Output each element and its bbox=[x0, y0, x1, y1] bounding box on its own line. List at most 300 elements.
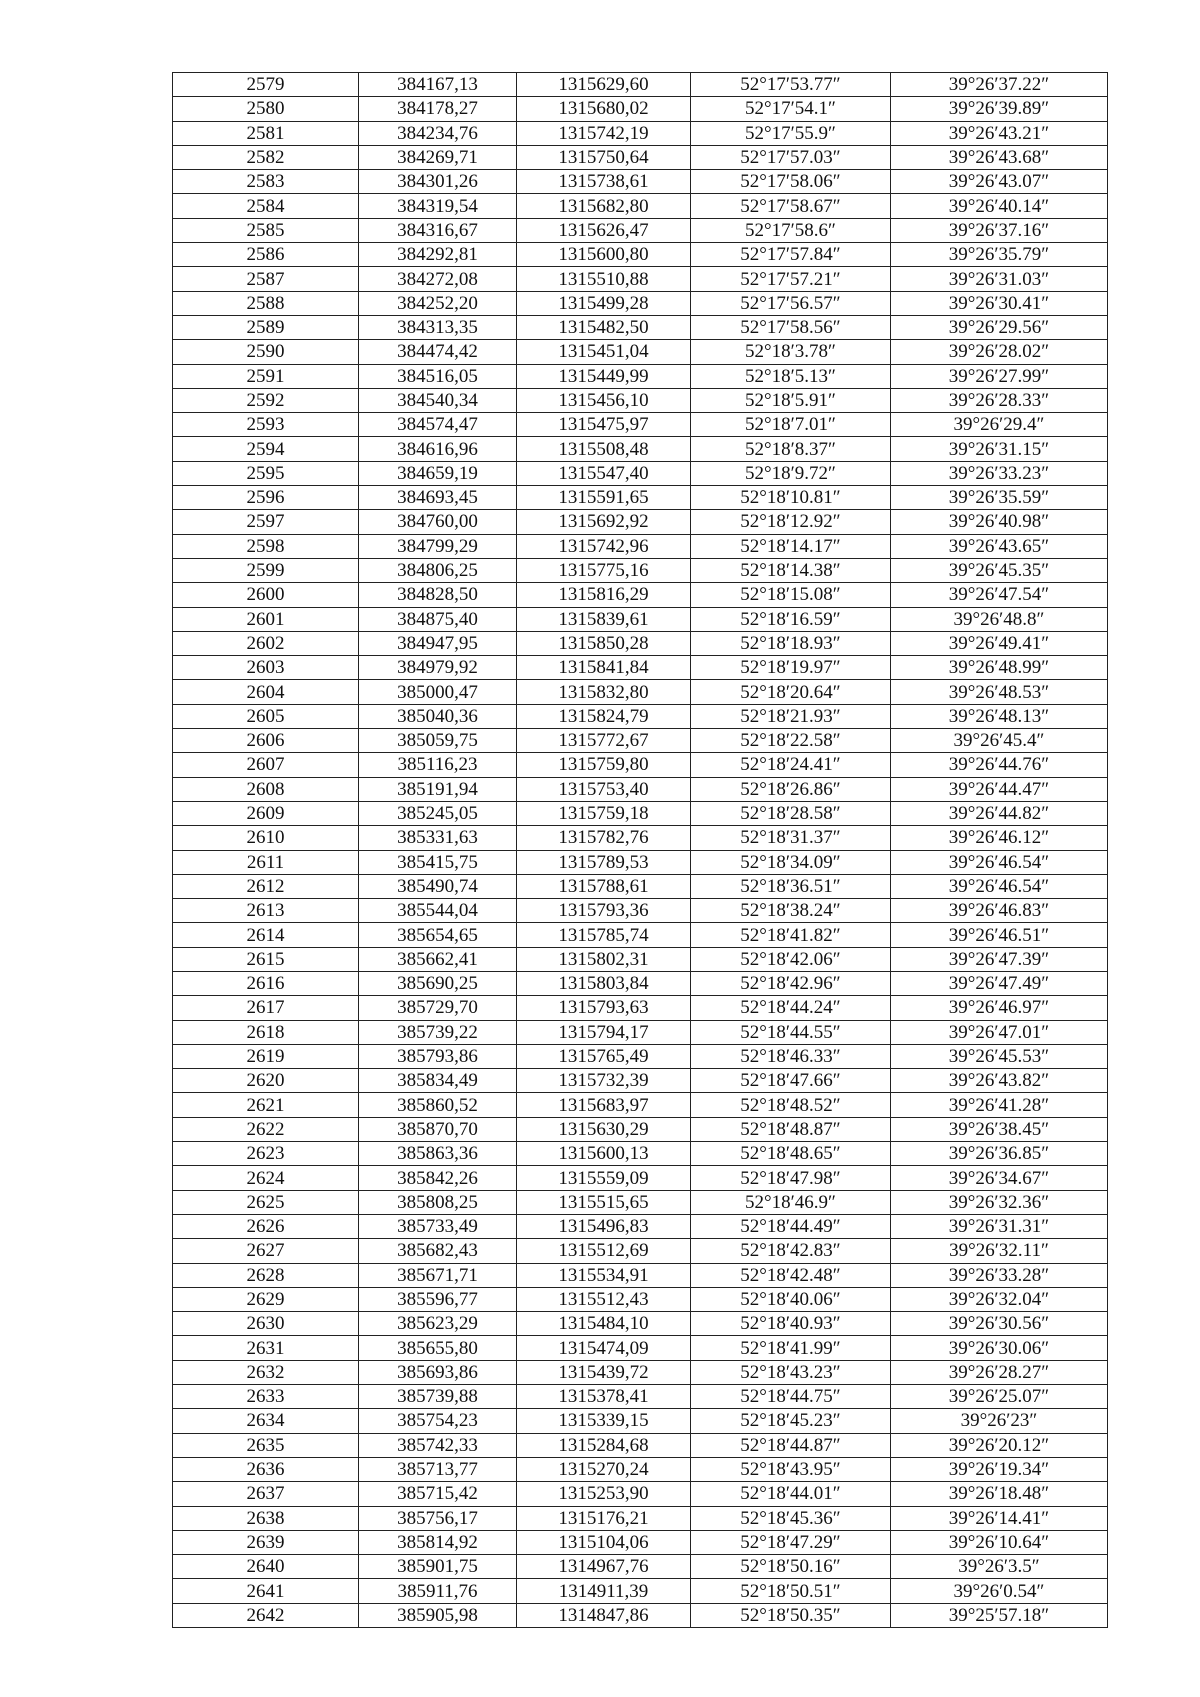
x-coordinate-cell: 385739,22 bbox=[359, 1020, 517, 1044]
point-number-cell: 2619 bbox=[173, 1044, 359, 1068]
x-coordinate-cell: 384540,34 bbox=[359, 388, 517, 412]
y-coordinate-cell: 1315841,84 bbox=[517, 656, 691, 680]
point-number-cell: 2624 bbox=[173, 1166, 359, 1190]
longitude-cell: 39°26′27.99″ bbox=[891, 364, 1108, 388]
longitude-cell: 39°26′36.85″ bbox=[891, 1142, 1108, 1166]
x-coordinate-cell: 384178,27 bbox=[359, 97, 517, 121]
x-coordinate-cell: 384516,05 bbox=[359, 364, 517, 388]
point-number-cell: 2622 bbox=[173, 1117, 359, 1141]
longitude-cell: 39°26′41.28″ bbox=[891, 1093, 1108, 1117]
table-row bbox=[173, 607, 1108, 631]
longitude-cell: 39°26′45.4″ bbox=[891, 729, 1108, 753]
x-coordinate-cell: 384272,08 bbox=[359, 267, 517, 291]
y-coordinate-cell: 1315270,24 bbox=[517, 1457, 691, 1481]
point-number-cell: 2620 bbox=[173, 1069, 359, 1093]
y-coordinate-cell: 1315456,10 bbox=[517, 388, 691, 412]
longitude-cell: 39°26′18.48″ bbox=[891, 1482, 1108, 1506]
table-row bbox=[173, 1603, 1108, 1627]
longitude-cell: 39°26′47.39″ bbox=[891, 947, 1108, 971]
y-coordinate-cell: 1315512,69 bbox=[517, 1239, 691, 1263]
point-number-cell: 2594 bbox=[173, 437, 359, 461]
longitude-cell: 39°26′32.11″ bbox=[891, 1239, 1108, 1263]
latitude-cell: 52°17′53.77″ bbox=[691, 73, 891, 97]
x-coordinate-cell: 385733,49 bbox=[359, 1214, 517, 1238]
y-coordinate-cell: 1315104,06 bbox=[517, 1530, 691, 1554]
y-coordinate-cell: 1315802,31 bbox=[517, 947, 691, 971]
latitude-cell: 52°18′24.41″ bbox=[691, 753, 891, 777]
point-number-cell: 2579 bbox=[173, 73, 359, 97]
latitude-cell: 52°18′18.93″ bbox=[691, 631, 891, 655]
latitude-cell: 52°18′7.01″ bbox=[691, 413, 891, 437]
x-coordinate-cell: 385544,04 bbox=[359, 899, 517, 923]
table-row bbox=[173, 874, 1108, 898]
table-row bbox=[173, 1482, 1108, 1506]
x-coordinate-cell: 385000,47 bbox=[359, 680, 517, 704]
x-coordinate-cell: 385191,94 bbox=[359, 777, 517, 801]
y-coordinate-cell: 1315782,76 bbox=[517, 826, 691, 850]
x-coordinate-cell: 384799,29 bbox=[359, 534, 517, 558]
longitude-cell: 39°26′28.27″ bbox=[891, 1360, 1108, 1384]
point-number-cell: 2612 bbox=[173, 874, 359, 898]
latitude-cell: 52°18′50.35″ bbox=[691, 1603, 891, 1627]
table-row bbox=[173, 1409, 1108, 1433]
table-row bbox=[173, 510, 1108, 534]
y-coordinate-cell: 1315451,04 bbox=[517, 340, 691, 364]
x-coordinate-cell: 384574,47 bbox=[359, 413, 517, 437]
y-coordinate-cell: 1315738,61 bbox=[517, 170, 691, 194]
longitude-cell: 39°26′32.04″ bbox=[891, 1287, 1108, 1311]
x-coordinate-cell: 385814,92 bbox=[359, 1530, 517, 1554]
table-row bbox=[173, 1117, 1108, 1141]
y-coordinate-cell: 1315600,13 bbox=[517, 1142, 691, 1166]
table-row bbox=[173, 388, 1108, 412]
latitude-cell: 52°18′47.29″ bbox=[691, 1530, 891, 1554]
table-row bbox=[173, 1287, 1108, 1311]
y-coordinate-cell: 1315515,65 bbox=[517, 1190, 691, 1214]
table-row bbox=[173, 1457, 1108, 1481]
table-row bbox=[173, 1166, 1108, 1190]
longitude-cell: 39°26′49.41″ bbox=[891, 631, 1108, 655]
y-coordinate-cell: 1315832,80 bbox=[517, 680, 691, 704]
table-row bbox=[173, 899, 1108, 923]
point-number-cell: 2630 bbox=[173, 1312, 359, 1336]
table-row bbox=[173, 1069, 1108, 1093]
point-number-cell: 2614 bbox=[173, 923, 359, 947]
longitude-cell: 39°26′39.89″ bbox=[891, 97, 1108, 121]
longitude-cell: 39°26′48.53″ bbox=[891, 680, 1108, 704]
point-number-cell: 2606 bbox=[173, 729, 359, 753]
longitude-cell: 39°26′45.35″ bbox=[891, 558, 1108, 582]
latitude-cell: 52°17′58.06″ bbox=[691, 170, 891, 194]
longitude-cell: 39°26′43.07″ bbox=[891, 170, 1108, 194]
longitude-cell: 39°26′28.02″ bbox=[891, 340, 1108, 364]
latitude-cell: 52°18′3.78″ bbox=[691, 340, 891, 364]
latitude-cell: 52°18′5.91″ bbox=[691, 388, 891, 412]
y-coordinate-cell: 1315788,61 bbox=[517, 874, 691, 898]
longitude-cell: 39°26′29.4″ bbox=[891, 413, 1108, 437]
y-coordinate-cell: 1315600,80 bbox=[517, 243, 691, 267]
point-number-cell: 2635 bbox=[173, 1433, 359, 1457]
longitude-cell: 39°26′23″ bbox=[891, 1409, 1108, 1433]
longitude-cell: 39°26′48.8″ bbox=[891, 607, 1108, 631]
table-row bbox=[173, 631, 1108, 655]
y-coordinate-cell: 1315753,40 bbox=[517, 777, 691, 801]
y-coordinate-cell: 1315793,63 bbox=[517, 996, 691, 1020]
x-coordinate-cell: 385870,70 bbox=[359, 1117, 517, 1141]
point-number-cell: 2605 bbox=[173, 704, 359, 728]
point-number-cell: 2590 bbox=[173, 340, 359, 364]
latitude-cell: 52°18′50.16″ bbox=[691, 1555, 891, 1579]
longitude-cell: 39°26′32.36″ bbox=[891, 1190, 1108, 1214]
latitude-cell: 52°17′58.6″ bbox=[691, 218, 891, 242]
x-coordinate-cell: 385690,25 bbox=[359, 971, 517, 995]
point-number-cell: 2632 bbox=[173, 1360, 359, 1384]
latitude-cell: 52°17′57.03″ bbox=[691, 145, 891, 169]
latitude-cell: 52°18′14.17″ bbox=[691, 534, 891, 558]
table-row bbox=[173, 1190, 1108, 1214]
longitude-cell: 39°26′46.51″ bbox=[891, 923, 1108, 947]
table-row bbox=[173, 534, 1108, 558]
point-number-cell: 2627 bbox=[173, 1239, 359, 1263]
x-coordinate-cell: 384693,45 bbox=[359, 486, 517, 510]
longitude-cell: 39°26′31.15″ bbox=[891, 437, 1108, 461]
point-number-cell: 2621 bbox=[173, 1093, 359, 1117]
point-number-cell: 2604 bbox=[173, 680, 359, 704]
point-number-cell: 2580 bbox=[173, 97, 359, 121]
latitude-cell: 52°18′42.96″ bbox=[691, 971, 891, 995]
table-row bbox=[173, 1360, 1108, 1384]
x-coordinate-cell: 384252,20 bbox=[359, 291, 517, 315]
y-coordinate-cell: 1315626,47 bbox=[517, 218, 691, 242]
x-coordinate-cell: 385739,88 bbox=[359, 1385, 517, 1409]
latitude-cell: 52°18′42.83″ bbox=[691, 1239, 891, 1263]
longitude-cell: 39°26′31.03″ bbox=[891, 267, 1108, 291]
point-number-cell: 2631 bbox=[173, 1336, 359, 1360]
x-coordinate-cell: 385116,23 bbox=[359, 753, 517, 777]
latitude-cell: 52°18′16.59″ bbox=[691, 607, 891, 631]
longitude-cell: 39°25′57.18″ bbox=[891, 1603, 1108, 1627]
y-coordinate-cell: 1315534,91 bbox=[517, 1263, 691, 1287]
table-row bbox=[173, 558, 1108, 582]
y-coordinate-cell: 1315816,29 bbox=[517, 583, 691, 607]
point-number-cell: 2595 bbox=[173, 461, 359, 485]
y-coordinate-cell: 1315775,16 bbox=[517, 558, 691, 582]
y-coordinate-cell: 1315793,36 bbox=[517, 899, 691, 923]
table-row bbox=[173, 170, 1108, 194]
y-coordinate-cell: 1315742,19 bbox=[517, 121, 691, 145]
latitude-cell: 52°18′46.9″ bbox=[691, 1190, 891, 1214]
latitude-cell: 52°18′46.33″ bbox=[691, 1044, 891, 1068]
latitude-cell: 52°18′10.81″ bbox=[691, 486, 891, 510]
x-coordinate-cell: 384947,95 bbox=[359, 631, 517, 655]
y-coordinate-cell: 1315284,68 bbox=[517, 1433, 691, 1457]
point-number-cell: 2611 bbox=[173, 850, 359, 874]
longitude-cell: 39°26′37.16″ bbox=[891, 218, 1108, 242]
x-coordinate-cell: 385860,52 bbox=[359, 1093, 517, 1117]
y-coordinate-cell: 1315253,90 bbox=[517, 1482, 691, 1506]
point-number-cell: 2634 bbox=[173, 1409, 359, 1433]
y-coordinate-cell: 1315630,29 bbox=[517, 1117, 691, 1141]
table-row bbox=[173, 801, 1108, 825]
x-coordinate-cell: 385793,86 bbox=[359, 1044, 517, 1068]
point-number-cell: 2636 bbox=[173, 1457, 359, 1481]
y-coordinate-cell: 1314967,76 bbox=[517, 1555, 691, 1579]
y-coordinate-cell: 1315742,96 bbox=[517, 534, 691, 558]
y-coordinate-cell: 1315499,28 bbox=[517, 291, 691, 315]
longitude-cell: 39°26′43.82″ bbox=[891, 1069, 1108, 1093]
point-number-cell: 2610 bbox=[173, 826, 359, 850]
table-row bbox=[173, 1214, 1108, 1238]
latitude-cell: 52°18′14.38″ bbox=[691, 558, 891, 582]
y-coordinate-cell: 1315759,18 bbox=[517, 801, 691, 825]
table-row bbox=[173, 194, 1108, 218]
longitude-cell: 39°26′44.47″ bbox=[891, 777, 1108, 801]
table-row bbox=[173, 1239, 1108, 1263]
y-coordinate-cell: 1315839,61 bbox=[517, 607, 691, 631]
table-row bbox=[173, 680, 1108, 704]
longitude-cell: 39°26′33.23″ bbox=[891, 461, 1108, 485]
y-coordinate-cell: 1315475,97 bbox=[517, 413, 691, 437]
longitude-cell: 39°26′48.99″ bbox=[891, 656, 1108, 680]
y-coordinate-cell: 1315439,72 bbox=[517, 1360, 691, 1384]
y-coordinate-cell: 1315474,09 bbox=[517, 1336, 691, 1360]
point-number-cell: 2600 bbox=[173, 583, 359, 607]
x-coordinate-cell: 385662,41 bbox=[359, 947, 517, 971]
table-row bbox=[173, 947, 1108, 971]
latitude-cell: 52°18′44.55″ bbox=[691, 1020, 891, 1044]
x-coordinate-cell: 385808,25 bbox=[359, 1190, 517, 1214]
y-coordinate-cell: 1315850,28 bbox=[517, 631, 691, 655]
table-row bbox=[173, 1312, 1108, 1336]
latitude-cell: 52°18′45.36″ bbox=[691, 1506, 891, 1530]
point-number-cell: 2637 bbox=[173, 1482, 359, 1506]
point-number-cell: 2618 bbox=[173, 1020, 359, 1044]
latitude-cell: 52°18′43.23″ bbox=[691, 1360, 891, 1384]
x-coordinate-cell: 385671,71 bbox=[359, 1263, 517, 1287]
table-row bbox=[173, 97, 1108, 121]
latitude-cell: 52°18′31.37″ bbox=[691, 826, 891, 850]
latitude-cell: 52°17′57.84″ bbox=[691, 243, 891, 267]
latitude-cell: 52°18′19.97″ bbox=[691, 656, 891, 680]
longitude-cell: 39°26′30.56″ bbox=[891, 1312, 1108, 1336]
latitude-cell: 52°18′40.93″ bbox=[691, 1312, 891, 1336]
latitude-cell: 52°18′41.99″ bbox=[691, 1336, 891, 1360]
point-number-cell: 2581 bbox=[173, 121, 359, 145]
latitude-cell: 52°18′44.24″ bbox=[691, 996, 891, 1020]
longitude-cell: 39°26′43.68″ bbox=[891, 145, 1108, 169]
point-number-cell: 2597 bbox=[173, 510, 359, 534]
latitude-cell: 52°18′48.65″ bbox=[691, 1142, 891, 1166]
x-coordinate-cell: 384659,19 bbox=[359, 461, 517, 485]
point-number-cell: 2640 bbox=[173, 1555, 359, 1579]
table-row bbox=[173, 1579, 1108, 1603]
table-row bbox=[173, 923, 1108, 947]
table-row bbox=[173, 315, 1108, 339]
point-number-cell: 2592 bbox=[173, 388, 359, 412]
table-row bbox=[173, 704, 1108, 728]
y-coordinate-cell: 1315680,02 bbox=[517, 97, 691, 121]
x-coordinate-cell: 384167,13 bbox=[359, 73, 517, 97]
point-number-cell: 2602 bbox=[173, 631, 359, 655]
point-number-cell: 2589 bbox=[173, 315, 359, 339]
longitude-cell: 39°26′29.56″ bbox=[891, 315, 1108, 339]
point-number-cell: 2591 bbox=[173, 364, 359, 388]
point-number-cell: 2596 bbox=[173, 486, 359, 510]
y-coordinate-cell: 1315339,15 bbox=[517, 1409, 691, 1433]
longitude-cell: 39°26′40.98″ bbox=[891, 510, 1108, 534]
table-row bbox=[173, 971, 1108, 995]
table-row bbox=[173, 291, 1108, 315]
x-coordinate-cell: 384760,00 bbox=[359, 510, 517, 534]
table-row bbox=[173, 1263, 1108, 1287]
y-coordinate-cell: 1315772,67 bbox=[517, 729, 691, 753]
longitude-cell: 39°26′37.22″ bbox=[891, 73, 1108, 97]
x-coordinate-cell: 385623,29 bbox=[359, 1312, 517, 1336]
y-coordinate-cell: 1315484,10 bbox=[517, 1312, 691, 1336]
y-coordinate-cell: 1315482,50 bbox=[517, 315, 691, 339]
latitude-cell: 52°18′44.87″ bbox=[691, 1433, 891, 1457]
table-row bbox=[173, 461, 1108, 485]
point-number-cell: 2638 bbox=[173, 1506, 359, 1530]
longitude-cell: 39°26′0.54″ bbox=[891, 1579, 1108, 1603]
x-coordinate-cell: 384301,26 bbox=[359, 170, 517, 194]
table-row bbox=[173, 1093, 1108, 1117]
longitude-cell: 39°26′44.82″ bbox=[891, 801, 1108, 825]
point-number-cell: 2641 bbox=[173, 1579, 359, 1603]
latitude-cell: 52°18′44.49″ bbox=[691, 1214, 891, 1238]
x-coordinate-cell: 384474,42 bbox=[359, 340, 517, 364]
longitude-cell: 39°26′47.54″ bbox=[891, 583, 1108, 607]
longitude-cell: 39°26′35.59″ bbox=[891, 486, 1108, 510]
latitude-cell: 52°17′57.21″ bbox=[691, 267, 891, 291]
point-number-cell: 2586 bbox=[173, 243, 359, 267]
y-coordinate-cell: 1314847,86 bbox=[517, 1603, 691, 1627]
latitude-cell: 52°18′5.13″ bbox=[691, 364, 891, 388]
longitude-cell: 39°26′45.53″ bbox=[891, 1044, 1108, 1068]
point-number-cell: 2588 bbox=[173, 291, 359, 315]
latitude-cell: 52°18′47.98″ bbox=[691, 1166, 891, 1190]
point-number-cell: 2626 bbox=[173, 1214, 359, 1238]
x-coordinate-cell: 384234,76 bbox=[359, 121, 517, 145]
longitude-cell: 39°26′46.83″ bbox=[891, 899, 1108, 923]
latitude-cell: 52°18′40.06″ bbox=[691, 1287, 891, 1311]
latitude-cell: 52°18′36.51″ bbox=[691, 874, 891, 898]
table-row bbox=[173, 729, 1108, 753]
table-row bbox=[173, 267, 1108, 291]
point-number-cell: 2584 bbox=[173, 194, 359, 218]
longitude-cell: 39°26′47.49″ bbox=[891, 971, 1108, 995]
latitude-cell: 52°18′50.51″ bbox=[691, 1579, 891, 1603]
point-number-cell: 2598 bbox=[173, 534, 359, 558]
table-row bbox=[173, 243, 1108, 267]
latitude-cell: 52°18′48.52″ bbox=[691, 1093, 891, 1117]
x-coordinate-cell: 384806,25 bbox=[359, 558, 517, 582]
longitude-cell: 39°26′14.41″ bbox=[891, 1506, 1108, 1530]
point-number-cell: 2608 bbox=[173, 777, 359, 801]
x-coordinate-cell: 384269,71 bbox=[359, 145, 517, 169]
table-row bbox=[173, 583, 1108, 607]
longitude-cell: 39°26′47.01″ bbox=[891, 1020, 1108, 1044]
latitude-cell: 52°18′44.75″ bbox=[691, 1385, 891, 1409]
latitude-cell: 52°18′22.58″ bbox=[691, 729, 891, 753]
x-coordinate-cell: 385742,33 bbox=[359, 1433, 517, 1457]
y-coordinate-cell: 1315176,21 bbox=[517, 1506, 691, 1530]
point-number-cell: 2633 bbox=[173, 1385, 359, 1409]
longitude-cell: 39°26′30.41″ bbox=[891, 291, 1108, 315]
table-row bbox=[173, 777, 1108, 801]
latitude-cell: 52°17′58.67″ bbox=[691, 194, 891, 218]
latitude-cell: 52°18′48.87″ bbox=[691, 1117, 891, 1141]
latitude-cell: 52°18′8.37″ bbox=[691, 437, 891, 461]
table-row bbox=[173, 121, 1108, 145]
longitude-cell: 39°26′34.67″ bbox=[891, 1166, 1108, 1190]
table-row bbox=[173, 1530, 1108, 1554]
y-coordinate-cell: 1315547,40 bbox=[517, 461, 691, 485]
latitude-cell: 52°18′45.23″ bbox=[691, 1409, 891, 1433]
point-number-cell: 2599 bbox=[173, 558, 359, 582]
y-coordinate-cell: 1315682,80 bbox=[517, 194, 691, 218]
x-coordinate-cell: 385715,42 bbox=[359, 1482, 517, 1506]
table-row bbox=[173, 1433, 1108, 1457]
table-row bbox=[173, 1020, 1108, 1044]
table-row bbox=[173, 1336, 1108, 1360]
x-coordinate-cell: 385842,26 bbox=[359, 1166, 517, 1190]
table-row bbox=[173, 1555, 1108, 1579]
table-row bbox=[173, 1506, 1108, 1530]
point-number-cell: 2639 bbox=[173, 1530, 359, 1554]
x-coordinate-cell: 385905,98 bbox=[359, 1603, 517, 1627]
x-coordinate-cell: 385596,77 bbox=[359, 1287, 517, 1311]
table-row bbox=[173, 996, 1108, 1020]
point-number-cell: 2585 bbox=[173, 218, 359, 242]
x-coordinate-cell: 384316,67 bbox=[359, 218, 517, 242]
longitude-cell: 39°26′48.13″ bbox=[891, 704, 1108, 728]
longitude-cell: 39°26′46.54″ bbox=[891, 874, 1108, 898]
table-row bbox=[173, 218, 1108, 242]
longitude-cell: 39°26′38.45″ bbox=[891, 1117, 1108, 1141]
y-coordinate-cell: 1315750,64 bbox=[517, 145, 691, 169]
longitude-cell: 39°26′20.12″ bbox=[891, 1433, 1108, 1457]
table-row bbox=[173, 413, 1108, 437]
x-coordinate-cell: 385245,05 bbox=[359, 801, 517, 825]
point-number-cell: 2613 bbox=[173, 899, 359, 923]
x-coordinate-cell: 385901,75 bbox=[359, 1555, 517, 1579]
table-row bbox=[173, 437, 1108, 461]
x-coordinate-cell: 385713,77 bbox=[359, 1457, 517, 1481]
x-coordinate-cell: 384292,81 bbox=[359, 243, 517, 267]
x-coordinate-cell: 385729,70 bbox=[359, 996, 517, 1020]
table-row bbox=[173, 850, 1108, 874]
table-row bbox=[173, 145, 1108, 169]
longitude-cell: 39°26′40.14″ bbox=[891, 194, 1108, 218]
latitude-cell: 52°18′15.08″ bbox=[691, 583, 891, 607]
latitude-cell: 52°18′34.09″ bbox=[691, 850, 891, 874]
y-coordinate-cell: 1315789,53 bbox=[517, 850, 691, 874]
table-row bbox=[173, 1142, 1108, 1166]
table-row bbox=[173, 1044, 1108, 1068]
longitude-cell: 39°26′31.31″ bbox=[891, 1214, 1108, 1238]
x-coordinate-cell: 385682,43 bbox=[359, 1239, 517, 1263]
y-coordinate-cell: 1315378,41 bbox=[517, 1385, 691, 1409]
latitude-cell: 52°17′56.57″ bbox=[691, 291, 891, 315]
point-number-cell: 2623 bbox=[173, 1142, 359, 1166]
latitude-cell: 52°18′12.92″ bbox=[691, 510, 891, 534]
latitude-cell: 52°18′26.86″ bbox=[691, 777, 891, 801]
point-number-cell: 2629 bbox=[173, 1287, 359, 1311]
x-coordinate-cell: 384875,40 bbox=[359, 607, 517, 631]
table-row bbox=[173, 340, 1108, 364]
y-coordinate-cell: 1315692,92 bbox=[517, 510, 691, 534]
